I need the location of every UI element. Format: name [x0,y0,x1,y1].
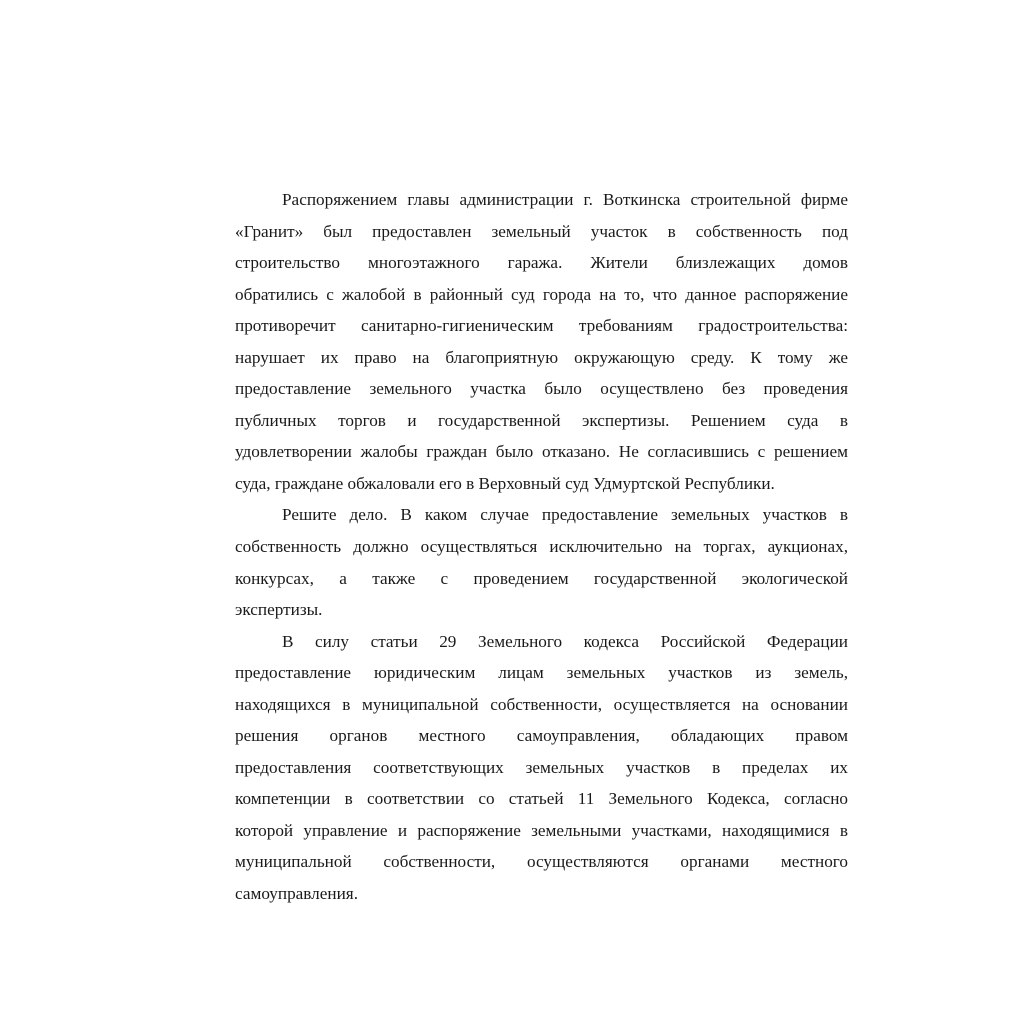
paragraph-answer [235,626,848,910]
document-page [235,184,848,910]
text-line: «Гранит» был предоставлен земельный участок в собственность под [235,221,848,241]
text-line: решения органов местного самоуправления, обладающих правом [235,726,848,746]
text-line: компетенции в соответствии со статьей 11 Земельного Кодекса, согласно [235,789,848,809]
text-line: предоставления соответствующих земельных участков в пределах их [235,757,848,777]
text-line: самоуправления. [235,884,358,904]
text-line: Решите дело. В каком случае предоставление земельных участков в [282,505,848,525]
text-line: предоставление юридическим лицам земельных участков из земель, [235,663,848,683]
text-line: суда, граждане обжаловали его в Верховный суд Удмуртской Республики. [235,473,775,493]
text-line: собственность должно осуществляться исключительно на торгах, аукционах, [235,537,848,557]
text-line: строительство многоэтажного гаража. Жители близлежащих домов [235,253,848,273]
text-line: публичных торгов и государственной экспертизы. Решением суда в [235,410,848,430]
paragraph-question [235,499,848,625]
text-line: конкурсах, а также с проведением государственной экологической [235,568,848,588]
text-line: удовлетворении жалобы граждан было отказано. Не согласившись с решением [235,442,848,462]
text-line: обратились с жалобой в районный суд города на то, что данное распоряжение [235,284,848,304]
text-line: экспертизы. [235,600,323,620]
text-line: которой управление и распоряжение земельными участками, находящимися в [235,820,848,840]
text-line: Распоряжением главы администрации г. Воткинска строительной фирме [282,190,848,209]
text-line: муниципальной собственности, осуществляются органами местного [235,852,848,872]
text-line: нарушает их право на благоприятную окружающую среду. К тому же [235,347,848,367]
text-line: предоставление земельного участка было осуществлено без проведения [235,379,848,399]
paragraph-case-facts [235,184,848,499]
text-line: В силу статьи 29 Земельного кодекса Российской Федерации [282,631,848,651]
text-line: противоречит санитарно-гигиеническим требованиям градостроительства: [235,316,848,336]
text-line: находящихся в муниципальной собственности, осуществляется на основании [235,694,848,714]
